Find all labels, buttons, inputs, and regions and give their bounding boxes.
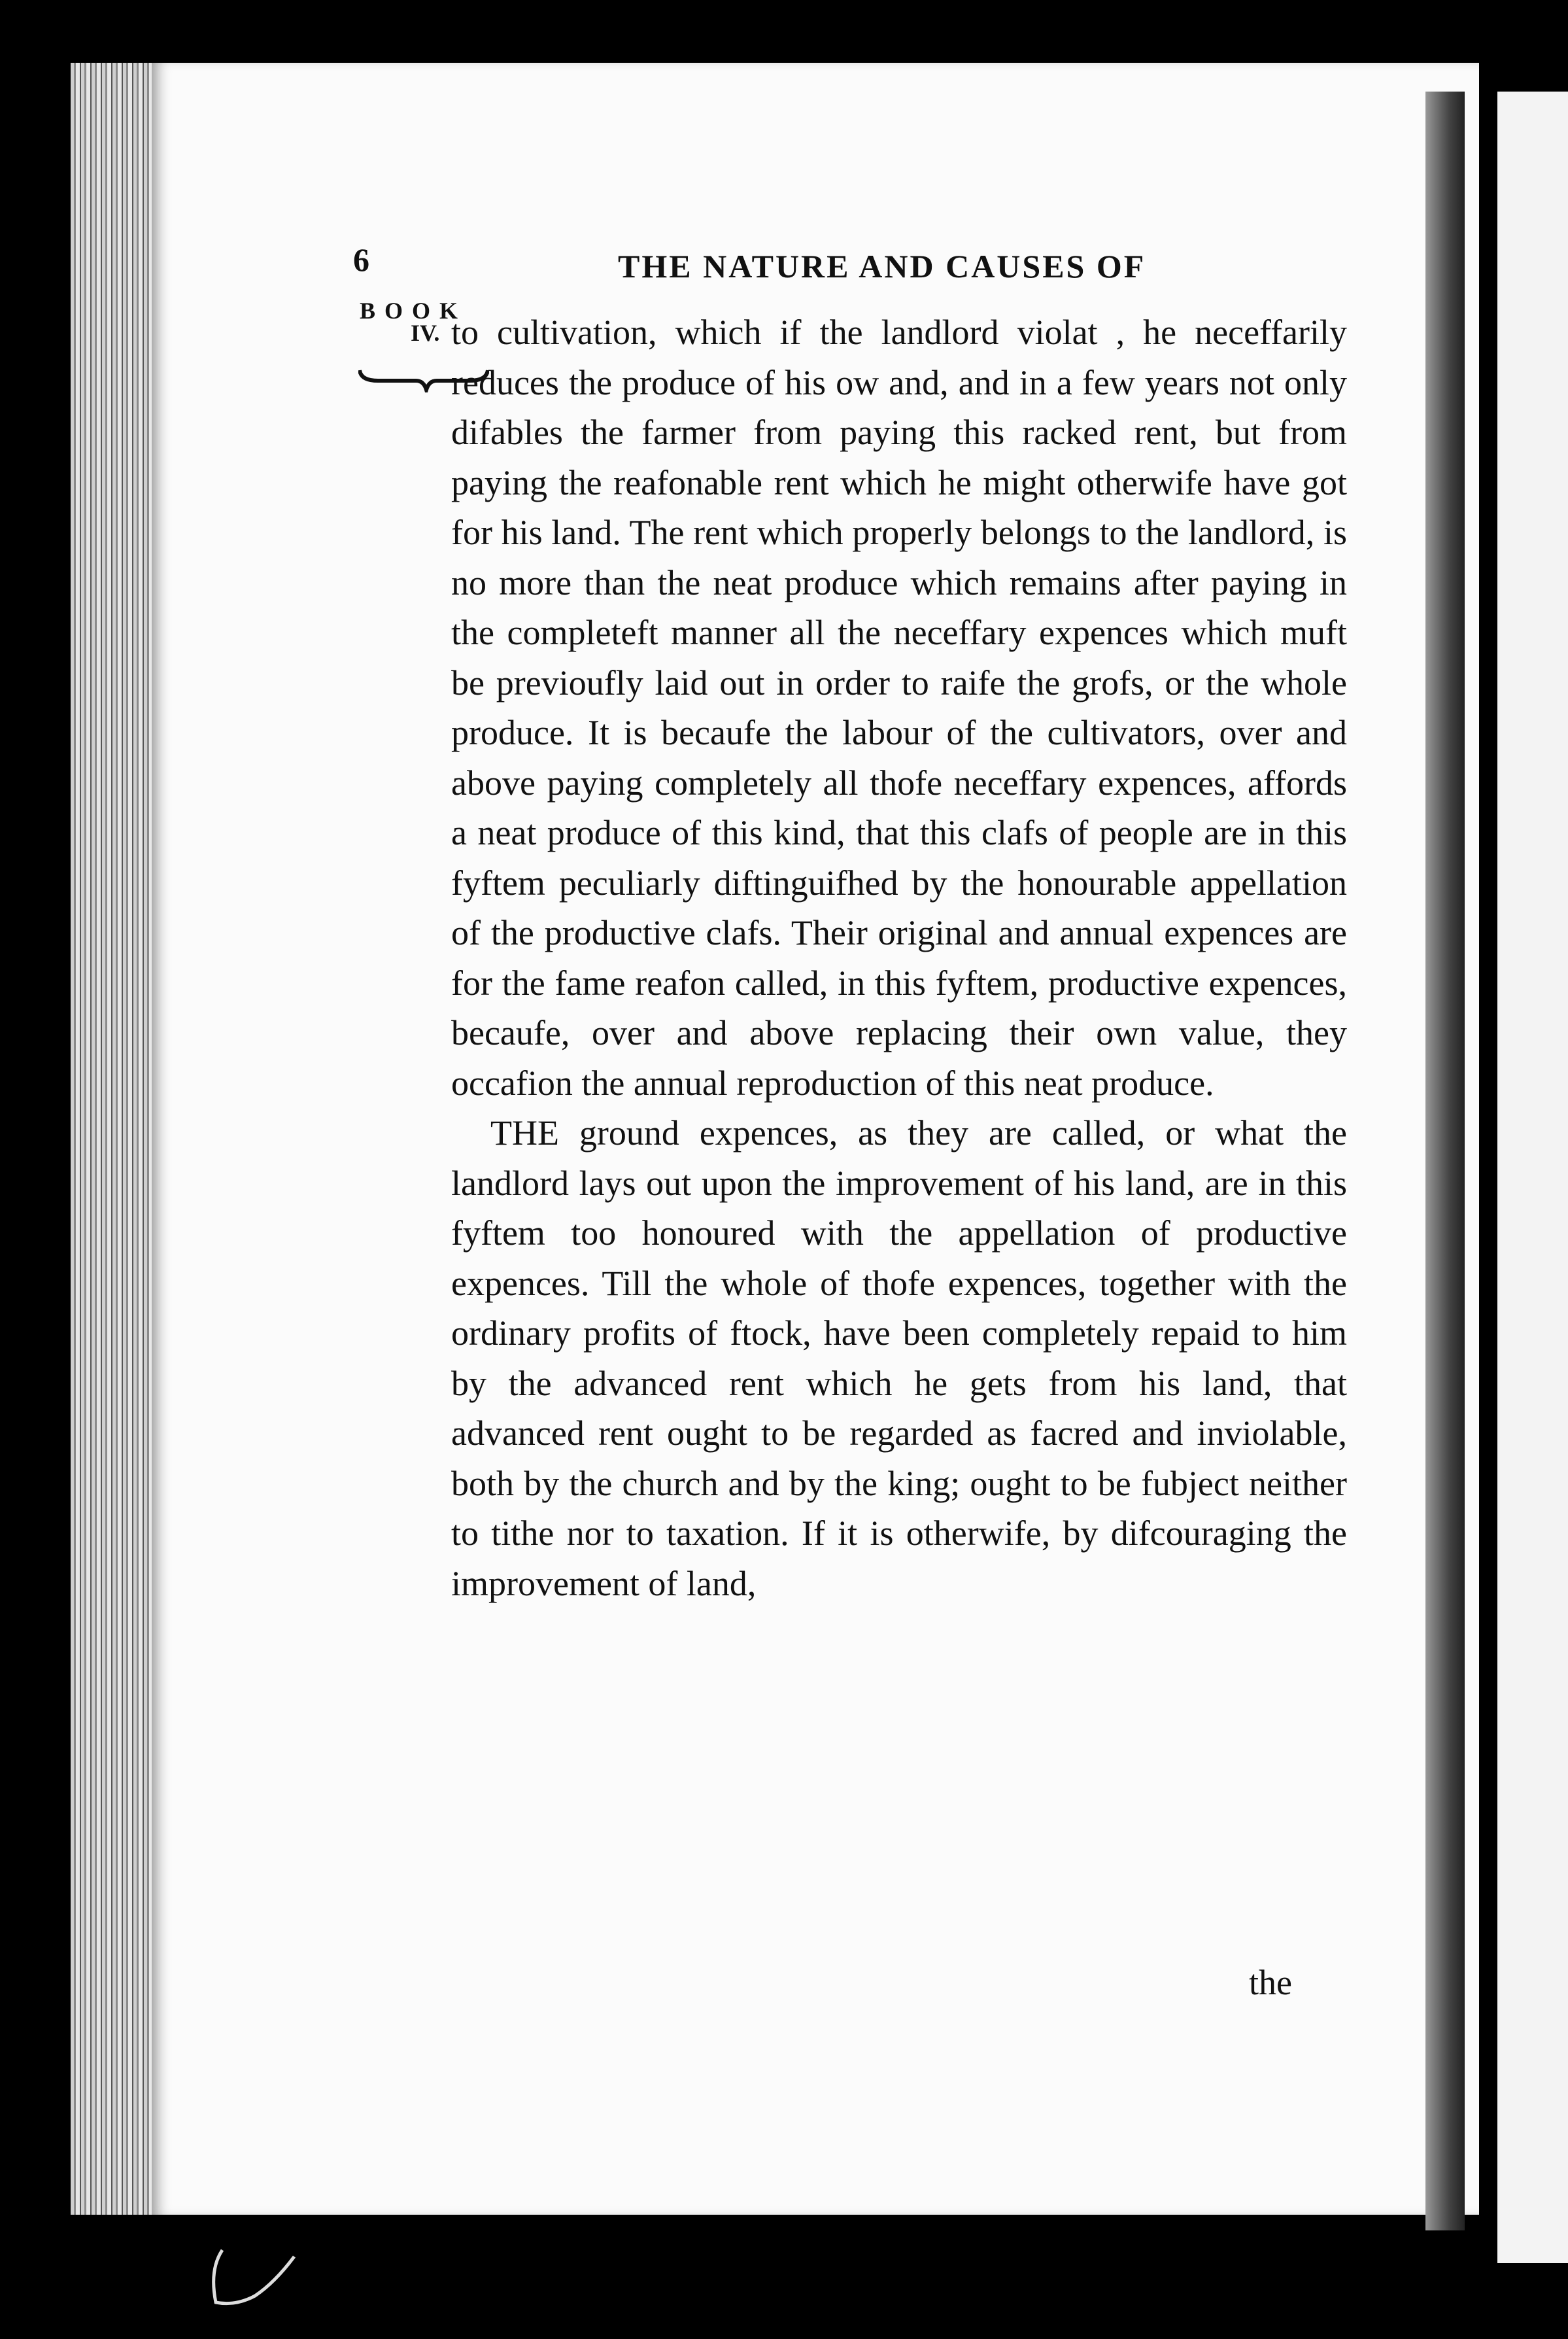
- scan-mark-icon: [209, 2244, 314, 2315]
- paragraph-2: THE ground expences, as they are called, or what the landlord lays out upon the improvement of his land, are in this fyftem too honoured with the appellation of productive expences. Till the whole of thofe expences, together with the ordinary profits of ftock, have been completely repaid to him by the advanced rent which he gets from his land, that advanced rent ought to be regarded as facred and inviolable, both by the church and by the king; ought to be fubject neither to tithe nor to taxation. If it is otherwife, by difcouraging the improvement of land,: [451, 1113, 1347, 1603]
- body-text: [451, 307, 1347, 1608]
- catchword: the: [1249, 1963, 1292, 2002]
- facing-page-edge: [1497, 92, 1568, 2263]
- paragraph-1: to cultivation, which if the landlord violat , he neceffarily reduces the produce of his ow and, and in a few years not only difables the farmer from paying this racked rent, but from paying the reafonable rent which he might otherwife have got for his land. The rent which properly belongs to the landlord, is no more than the neat produce which remains after paying in the completeft manner all the neceffary expences which muft be previoufly laid out in order to raife the grofs, or the whole produce. It is becaufe the labour of the cultivators, over and above paying completely all thofe neceffary expences, affords a neat produce of this kind, that this clafs of people are in this fyftem peculiarly diftinguifhed by the honourable appellation of the productive clafs. Their original and annual expences are for the fame reafon called, in this fyftem, productive expences, becaufe, over and above replacing their own value, they occafion the annual reproduction of this neat produce.: [451, 313, 1347, 1103]
- margin-book-label: BOOK: [360, 298, 468, 324]
- running-head: THE NATURE AND CAUSES OF: [618, 248, 1146, 285]
- binding-gutter: [1425, 92, 1465, 2230]
- margin-volume-label: IV.: [411, 320, 440, 346]
- page-number: 6: [353, 241, 371, 278]
